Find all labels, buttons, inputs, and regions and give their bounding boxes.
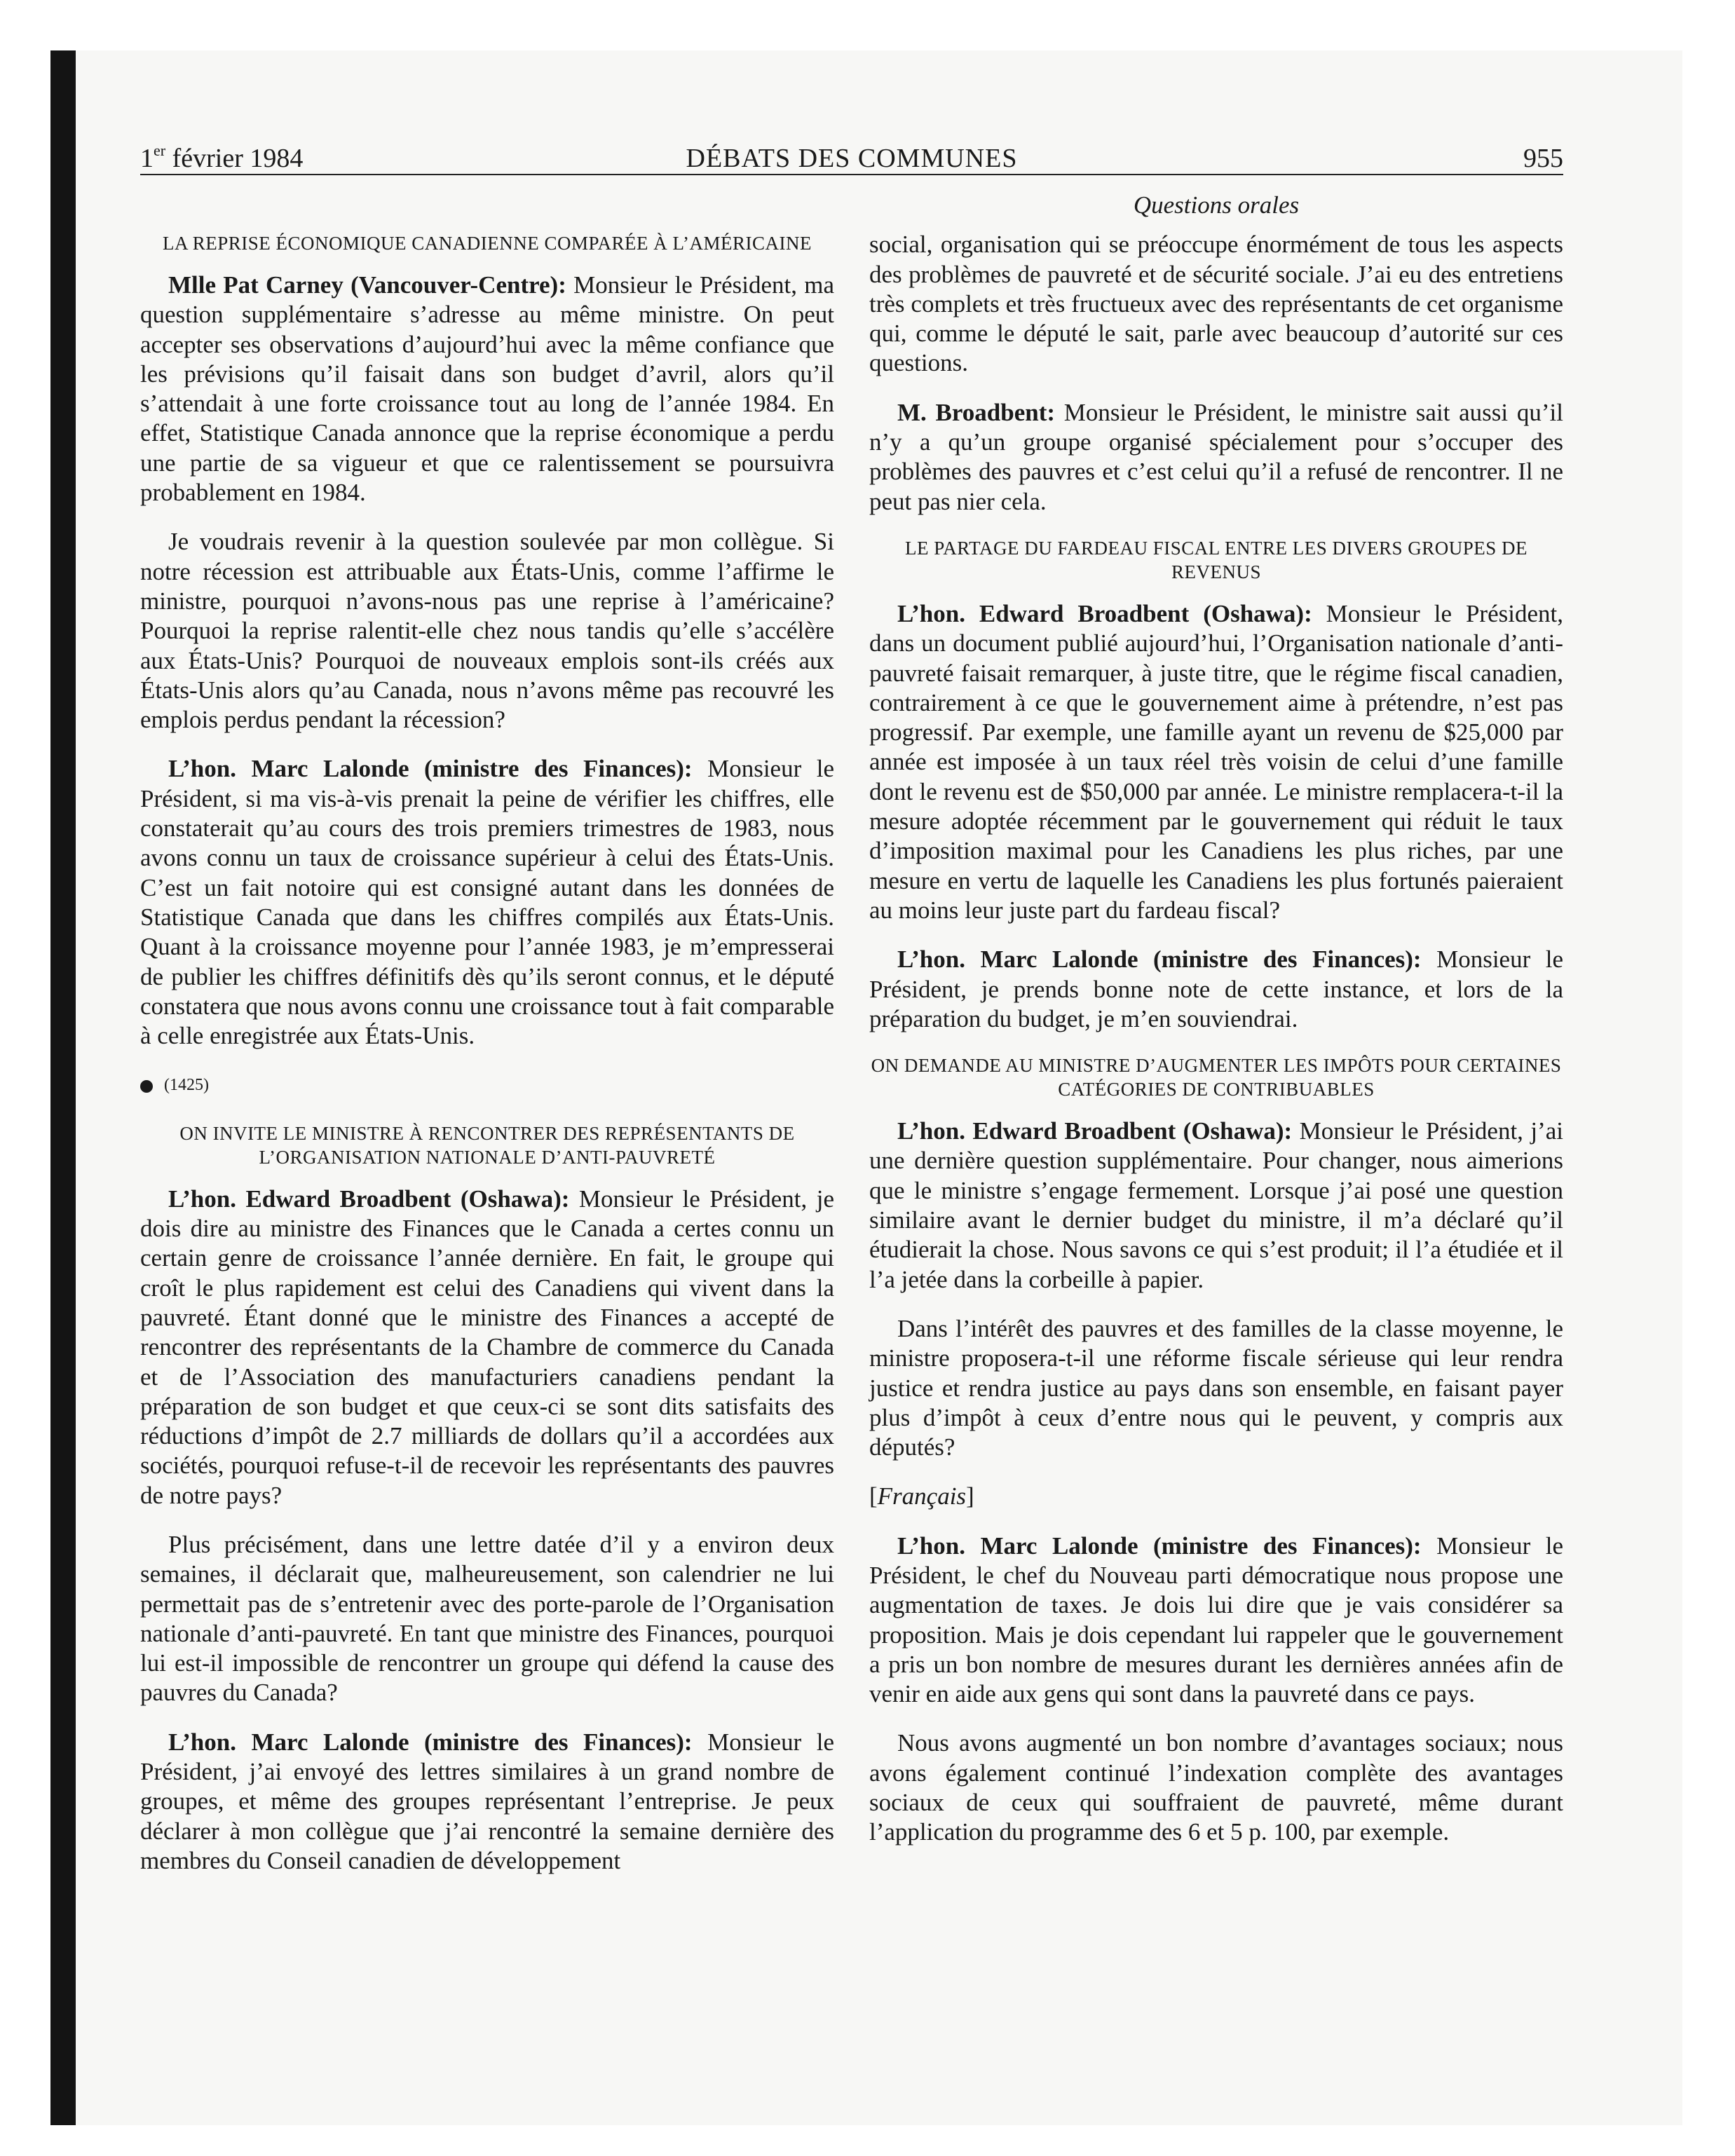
speech-paragraph: L’hon. Marc Lalonde (ministre des Finances): Monsieur le Président, le chef du Nouveau parti démocratique nous propose une augmentation de taxes. Je dois lui dire que je vais considérer sa proposition. Mais je dois cependant lui rappeler que le gouvernement a pris un bon nombre de mesures durant les dernières années afin de venir en aide aux gens qui sont dans la pauvreté dans ce pays.	[869, 1531, 1563, 1708]
speech-paragraph: L’hon. Edward Broadbent (Oshawa): Monsieur le Président, je dois dire au ministre des Finances que le Canada a certes connu un certain genre de croissance l’année dernière. En fait, le groupe qui croît le plus rapidement est celui des Canadiens qui vivent dans la pauvreté. Étant donné que le ministre des Finances a accepté de rencontrer des représentants de la Chambre de commerce du Canada et de l’Association des manufacturiers canadiens pendant la préparation de son budget et que ceux-ci se sont dits satisfaits des réductions d’impôt de 2.7 milliards de dollars qu’il a accordées aux sociétés, pourquoi refuse-t-il de recevoir les représentants des pauvres de notre pays?	[140, 1185, 834, 1509]
speech-paragraph: L’hon. Edward Broadbent (Oshawa): Monsieur le Président, dans un document publié aujourd’hui, l’Organisation nationale d’anti-pauvreté faisait remarquer, à juste titre, que le régime fiscal canadien, contrairement à ce que le gouvernement aime à prétendre, n’est pas progressif. Par exemple, une famille ayant un revenu de $25,000 par année est imposée à un taux réel très voisin de celui d’une famille dont le revenu est de $50,000 par année. Le ministre remplacera-t-il la mesure adoptée récemment par le gouvernement qui réduit le taux d’imposition maximal pour les Canadiens les plus riches, par une mesure en vertu de laquelle les Canadiens les plus fortunés paieraient au moins leur juste part du fardeau fiscal?	[869, 599, 1563, 924]
speaker-name: L’hon. Marc Lalonde (ministre des Finances):	[897, 946, 1422, 974]
speaker-name: L’hon. Edward Broadbent (Oshawa):	[897, 1117, 1293, 1145]
speech-paragraph: L’hon. Marc Lalonde (ministre des Finances): Monsieur le Président, si ma vis-à-vis prenait la peine de vérifier les chiffres, elle constaterait qu’au cours des trois premiers trimestres de 1983, nous avons connu un taux de croissance supérieur à celui des États-Unis. C’est un fait notoire qui est consigné autant dans les données de Statistique Canada que dans les chiffres compilés aux États-Unis. Quant à la croissance moyenne pour l’année 1983, je m’empresserai de publier les chiffres définitifs dès qu’ils seront connus, et le député constatera que nous avons connu une croissance tout à fait comparable à celle enregistrée aux États-Unis.	[140, 755, 834, 1050]
language-marker: [Français]	[869, 1482, 974, 1510]
speech-paragraph: Nous avons augmenté un bon nombre d’avantages sociaux; nous avons également continué l’indexation complète des avantages sociaux de ceux qui souffraient de pauvreté, même durant l’application du programme des 6 et 5 p. 100, par exemple.	[869, 1729, 1563, 1846]
speech-paragraph: Je voudrais revenir à la question soulevée par mon collègue. Si notre récession est attribuable aux États-Unis, comme l’affirme le ministre, pourquoi n’avons-nous pas une reprise à l’américaine? Pourquoi la reprise ralentit-elle chez nous tandis qu’elle s’accélère aux États-Unis? Pourquoi de nouveaux emplois sont-ils créés aux États-Unis alors qu’au Canada, nous n’avons même pas recouvré les emplois perdus pendant la récession?	[140, 528, 834, 734]
right-column	[869, 191, 1563, 1867]
header-date: 1er février 1984	[140, 142, 304, 173]
section-heading-tax-burden: LE PARTAGE DU FARDEAU FISCAL ENTRE LES DIVERS GROUPES DE REVENUS	[904, 537, 1528, 582]
section-heading-anti-poverty: ON INVITE LE MINISTRE À RENCONTRER DES REPRÉSENTANTS DE L’ORGANISATION NATIONALE D’ANTI-PAUVRETÉ	[179, 1122, 795, 1168]
speaker-name: L’hon. Edward Broadbent (Oshawa):	[168, 1185, 570, 1213]
bullet-dot-icon	[140, 1080, 153, 1093]
section-heading-economic-recovery: LA REPRISE ÉCONOMIQUE CANADIENNE COMPARÉE À L’AMÉRICAINE	[162, 233, 812, 254]
speech-paragraph: M. Broadbent: Monsieur le Président, le ministre sait aussi qu’il n’y a qu’un groupe organisé spécialement pour s’occuper des problèmes des pauvres et c’est celui qu’il a refusé de rencontrer. Il ne peut pas nier cela.	[869, 398, 1563, 515]
speech-paragraph: social, organisation qui se préoccupe énormément de tous les aspects des problèmes de pauvreté et de sécurité sociale. J’ai eu des entretiens très complets et très fructueux avec des représentants de cet organisme qui, comme le député le sait, parle avec beaucoup d’autorité sur ces questions.	[869, 231, 1563, 377]
page-header	[140, 140, 1563, 175]
speech-paragraph: L’hon. Marc Lalonde (ministre des Finances): Monsieur le Président, je prends bonne note de cette instance, et lors de la préparation du budget, je m’en souviendrai.	[869, 946, 1563, 1032]
running-head: Questions orales	[1133, 191, 1300, 219]
speaker-name: L’hon. Edward Broadbent (Oshawa):	[897, 599, 1312, 627]
time-marker: (1425)	[140, 1070, 834, 1100]
speaker-name: M. Broadbent:	[897, 398, 1056, 426]
speech-paragraph: L’hon. Edward Broadbent (Oshawa): Monsieur le Président, j’ai une dernière question supplémentaire. Pour changer, nous aimerions que le ministre s’engage fermement. Lorsque j’ai posé une question similaire avant le dernier budget du ministre, il m’a déclaré qu’il étudierait la chose. Nous savons ce qui s’est produit; il l’a étudiée et il l’a jetée dans la corbeille à papier.	[869, 1117, 1563, 1293]
speech-paragraph: Mlle Pat Carney (Vancouver-Centre): Monsieur le Président, ma question supplémentaire s’adresse au même ministre. On peut accepter ses observations d’aujourd’hui avec la même confiance que les prévisions qu’il faisait dans son budget d’avril, alors qu’il s’attendait à une forte croissance tout au long de l’année 1984. En effet, Statistique Canada annonce que la reprise économique a perdu une partie de sa vigueur et que ce ralentissement se poursuivra probablement en 1984.	[140, 271, 835, 507]
page-number: 955	[1523, 144, 1563, 173]
speech-paragraph: L’hon. Marc Lalonde (ministre des Finances): Monsieur le Président, j’ai envoyé des lettres similaires à un grand nombre de groupes, et même des groupes représentant l’entreprise. Je peux déclarer à mon collègue que j’ai rencontré la semaine dernière des membres du Conseil canadien de développement	[140, 1728, 834, 1874]
speech-paragraph: Dans l’intérêt des pauvres et des familles de la classe moyenne, le ministre proposera-t-il une réforme fiscale sérieuse qui leur rendra justice et rendra justice au pays dans son ensemble, en faisant payer plus d’impôt à ceux d’entre nous qui le peuvent, y compris aux députés?	[869, 1314, 1563, 1461]
section-heading-tax-increase: ON DEMANDE AU MINISTRE D’AUGMENTER LES IMPÔTS POUR CERTAINES CATÉGORIES DE CONTRIBUABLES	[871, 1055, 1562, 1100]
header-title: DÉBATS DES COMMUNES	[686, 144, 1018, 173]
speech-paragraph: Plus précisément, dans une lettre datée d’il y a environ deux semaines, il déclarait que, malheureusement, son calendrier ne lui permettait pas de s’entretenir avec des porte-parole de l’Organisation nationale d’anti-pauvreté. En tant que ministre des Finances, pourquoi lui est-il impossible de rencontrer un groupe qui défend la cause des pauvres du Canada?	[140, 1530, 834, 1707]
scan-edge-band	[50, 50, 76, 2125]
speaker-name: L’hon. Marc Lalonde (ministre des Finances):	[897, 1531, 1422, 1560]
speaker-name: L’hon. Marc Lalonde (ministre des Finances):	[168, 755, 693, 783]
speaker-name: Mlle Pat Carney (Vancouver-Centre):	[168, 271, 566, 299]
speaker-name: L’hon. Marc Lalonde (ministre des Finances):	[168, 1728, 693, 1756]
left-column	[140, 231, 834, 1895]
